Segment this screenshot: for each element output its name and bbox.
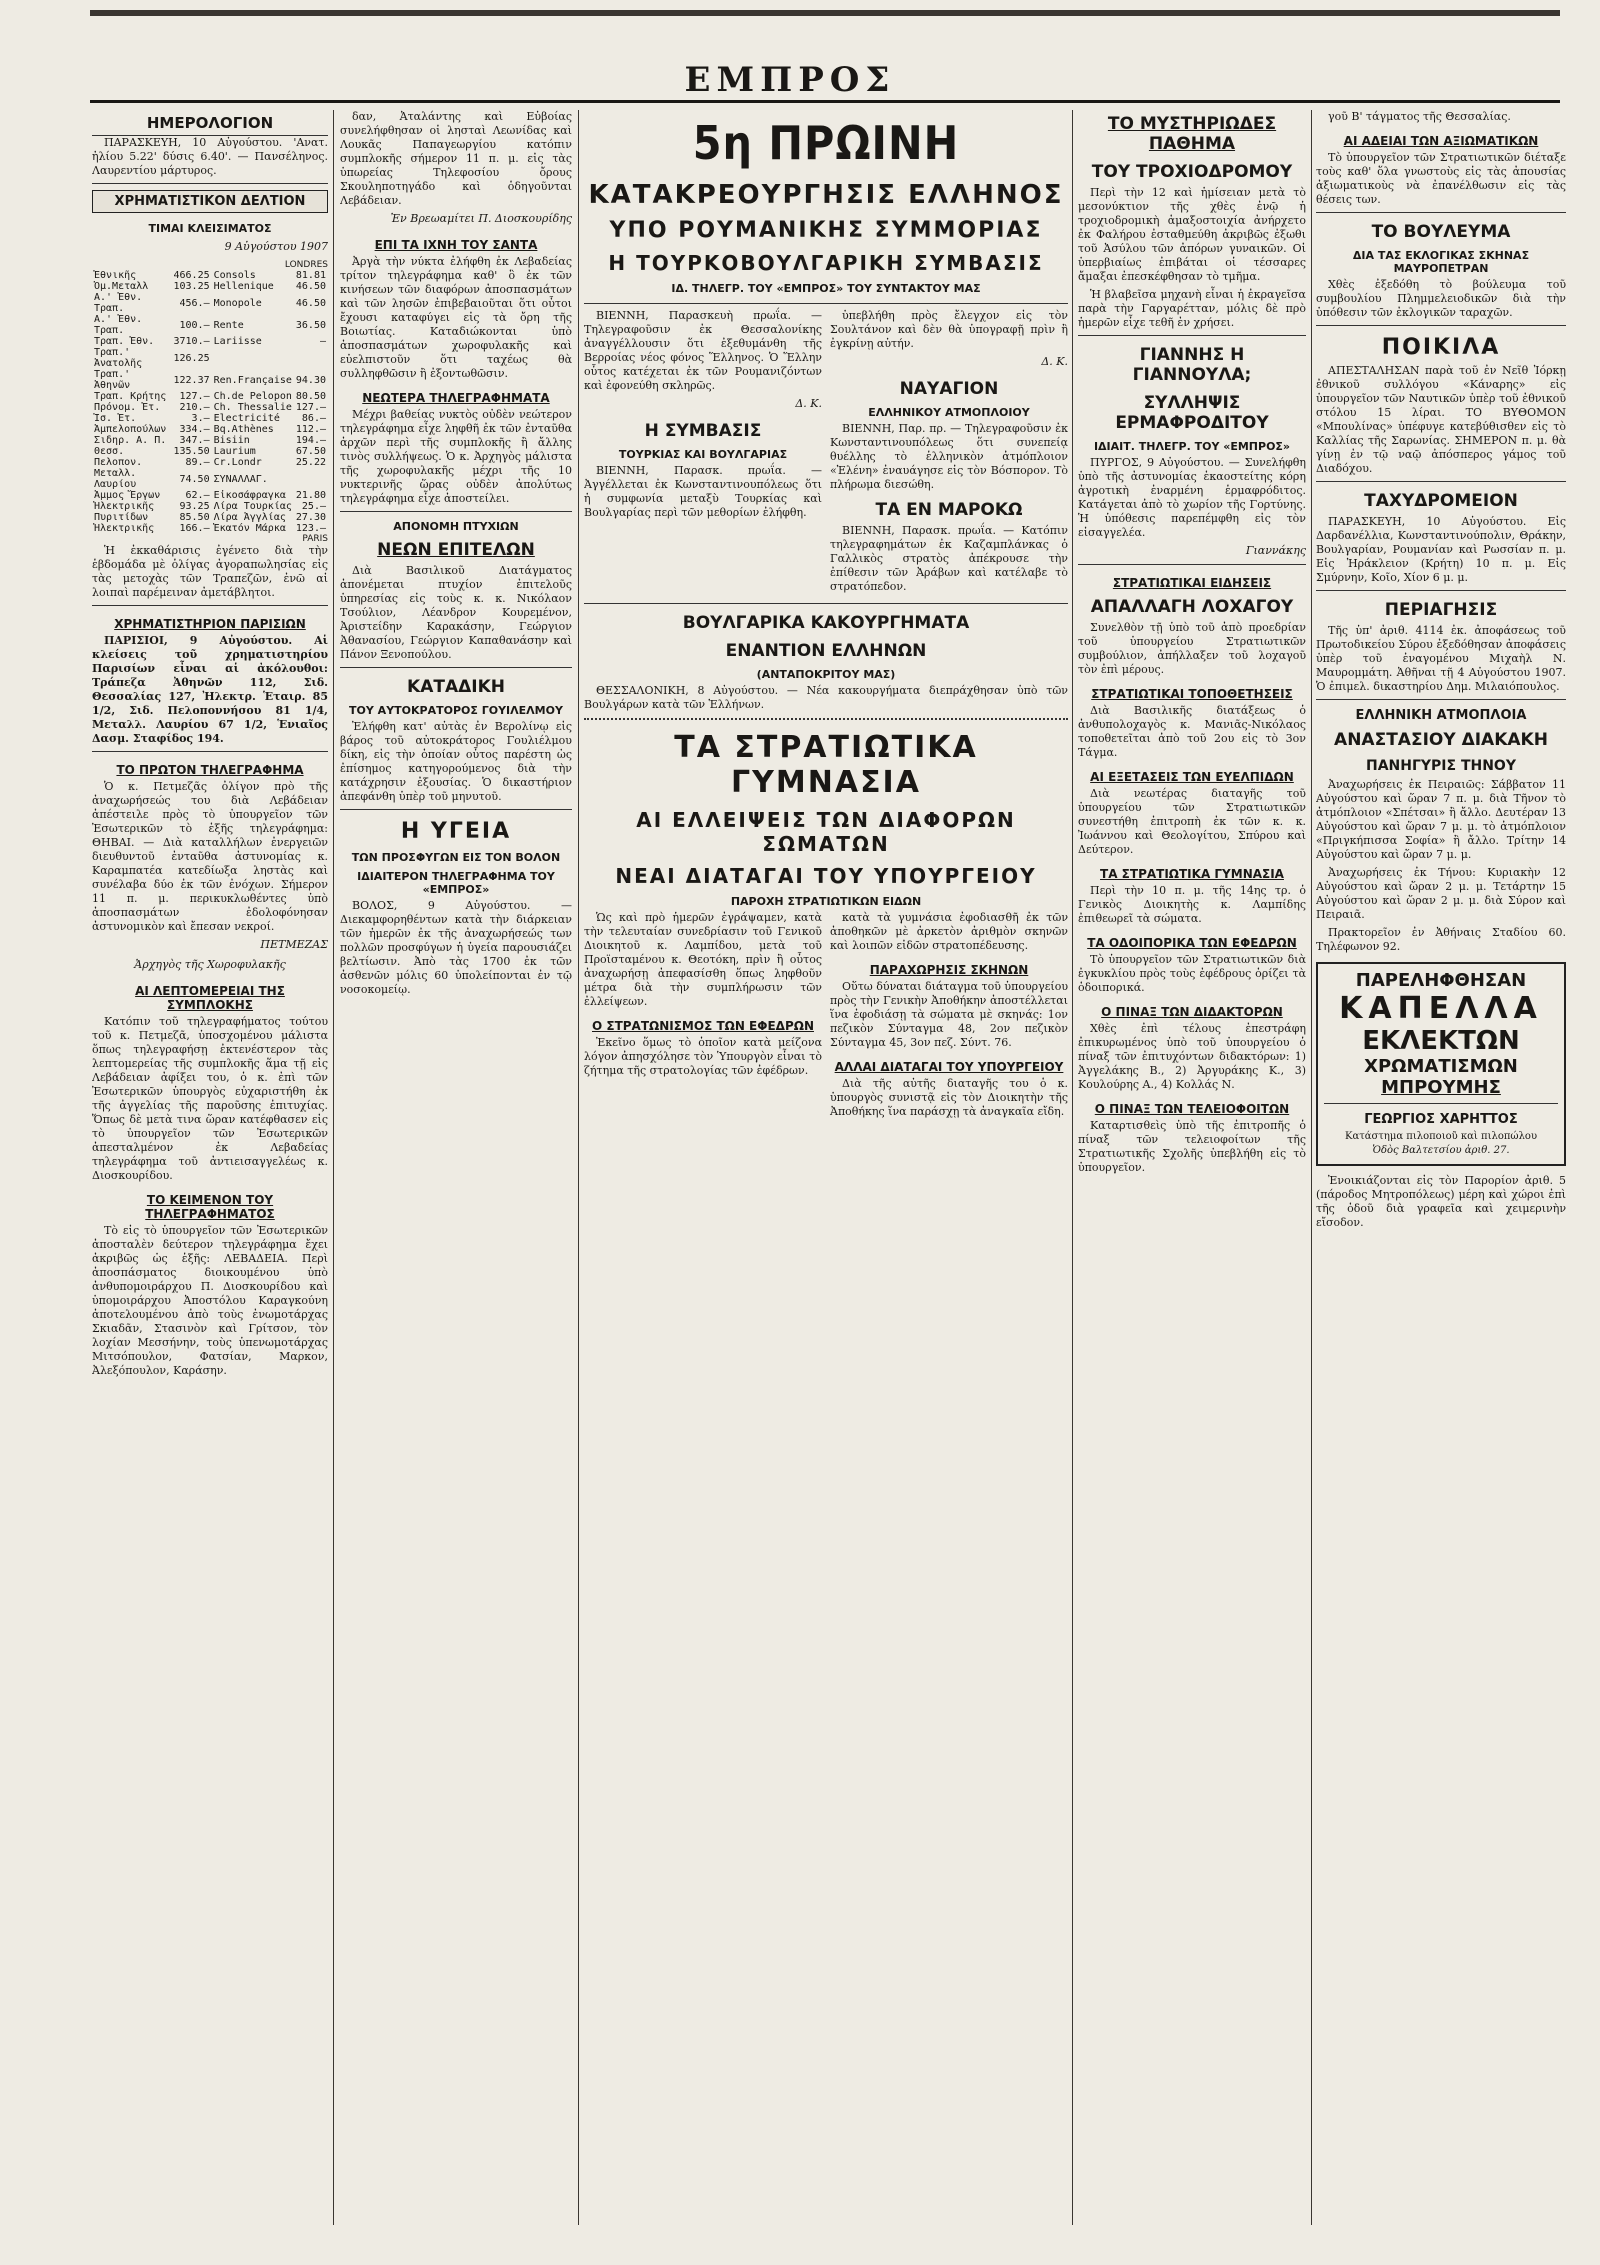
gym-stories-left xyxy=(584,911,822,1123)
price-cell: 103.25 xyxy=(173,281,210,292)
telegram-text-heading: ΤΟ ΚΕΙΜΕΝΟΝ ΤΟΥ ΤΗΛΕΓΡΑΦΗΜΑΤΟΣ xyxy=(145,1193,275,1221)
column-divider xyxy=(1311,110,1312,2225)
price-cell: 456.— xyxy=(179,297,210,309)
treaty-heading: Η ΣΥΜΒΑΣΙΣ xyxy=(644,421,762,441)
diplomas-subheading: ΝΕΩΝ ΕΠΙΤΕΛΩΝ xyxy=(377,540,535,560)
gym-text-1: Ὡς καὶ πρὸ ἡμερῶν ἐγράψαμεν, κατὰ τὴν τελευταίαν συνεδρίασιν τοῦ Γενικοῦ Διοικητοῦ κ. Λαμπίδου, μετὰ τοῦ Προϊσταμένου κ. Θεοτόκη, πρὶν ἢ οὗτος ἀναχωρήσῃ ἀπεφασίσθη ὅπως ληφθοῦν μέτρα διὰ τὴν συμπλήρωσιν τῶν ἐλλείψεων. xyxy=(584,911,822,1008)
calendar-text: ΠΑΡΑΣΚΕΥΗ, 10 Αὐγούστου. 'Ανατ. ἡλίου 5.22' δύσις 6.40'. — Πανσέληνος. Λαυρεντίου μάρτυρος. xyxy=(92,136,328,177)
orders-text: Διὰ τῆς αὐτῆς διαταγῆς του ὁ κ. ὑπουργὸς συνιστᾷ εἰς τὸν Διοικητὴν τῆς Ἀποθήκης ἵνα παράσχῃ τὰ ἀναγκαῖα εἴδη. xyxy=(830,1077,1068,1118)
hermaph-heading: ΓΙΑΝΝΗΣ Η ΓΙΑΝΝΟΥΛΑ; xyxy=(1132,345,1252,385)
price-row xyxy=(92,501,328,512)
ship-heading: ΝΑΥΑΓΙΟΝ xyxy=(899,379,999,399)
vienna-text-2: ὑπεβλήθη πρὸς ἔλεγχον εἰς τὸν Σουλτάνον καὶ δὲν θὰ ὑπογραφῇ πρὶν ἢ ἐγκρίνῃ αὐτήν. xyxy=(830,309,1068,350)
instructors-heading: Ο ΠΙΝΑΞ ΤΩΝ ΔΙΔΑΚΤΟΡΩΝ xyxy=(1101,1005,1283,1019)
price-cell: Ren.Française xyxy=(213,374,292,386)
price-cell: Ἡλεκτρικῆς xyxy=(94,501,155,512)
header-rule xyxy=(90,100,1560,103)
ship-subheading: ΕΛΛΗΝΙΚΟΥ ΑΤΜΟΠΛΟΙΟΥ xyxy=(868,406,1030,419)
price-cell: 86.— xyxy=(301,413,326,424)
divider xyxy=(92,751,328,752)
price-row xyxy=(92,523,328,534)
first-telegram-heading: ΤΟ ΠΡΩΤΟΝ ΤΗΛΕΓΡΑΦΗΜΑ xyxy=(116,763,304,777)
military-heading: ΣΤΡΑΤΙΩΤΙΚΑΙ ΕΙΔΗΣΕΙΣ xyxy=(1112,576,1272,590)
price-cell: 74.50 xyxy=(179,473,210,485)
price-cell: 123.— xyxy=(295,523,326,534)
price-cell: Α.' Ἐθν. Τραπ. xyxy=(94,292,143,314)
price-cell: Ἀμμος Ἔργων xyxy=(94,490,161,501)
misc-text: ΑΠΕΣΤΑΛΗΣΑΝ παρὰ τοῦ ἐν Νεῖθ Ἰόρκῃ ἐθνικοῦ συλλόγου «Κάναρης» εἰς ὑπουργεῖον τῶν Ναυτικῶν ὑπὲρ τοῦ ἐθνικοῦ στόλου 15 λίραι. ΤΟ ΒΥΘΟΜΟΝ «Μπουλίνας» ὑπέφυγε κατεβύθισθεν εἰς τὸ Καλλίας τῆς Σαρωνίας. ΣΗΜΕΡΟΝ π. μ. θὰ γίνῃ ἐν τῷ ναῷ ἀπόσπερος γάμος τοῦ Διαδόχου. xyxy=(1316,364,1566,475)
price-cell: 62.— xyxy=(185,490,210,501)
price-cell: 122.37 xyxy=(173,374,210,386)
divider xyxy=(1316,699,1566,700)
divider xyxy=(584,603,1068,604)
final-text: Ἐνοικιάζονται εἰς τὸν Παρορίον ἀριθ. 5 (πάροδος Μητροπόλεως) μέρη καὶ χώροι ἐπὶ τῆς ὁδοῦ διὰ γραφεῖα καὶ χειμερινὴν εἴσοδον. xyxy=(1316,1174,1566,1229)
details-text: Κατόπιν τοῦ τηλεγραφήματος τούτου τοῦ κ. Πετμεζᾶ, ὑποσχομένου μάλιστα ὅπως τηλεγραφήσῃ ἐκτενέστερον τὰς λεπτομερείας τῆς συμπλοκῆς ἅμα τῇ εἰς Λεβάδειαν ἀφίξει του, ὁ κ. ἐπὶ τῶν Ἐσωτερικῶν ὑπουργὸς εὐχαριστήθη ἐκ τῆς ἀγγελίας τῆς παροῦσης ἐπιτυχίας. Ὅπως δὲ μετὰ τινα ὥραν κατέφθασεν εἰς τὸ ὑπουργεῖον τῶν Ἐσωτερικῶν ἀπεσταλμένον ἐκ Λεβαδείας τηλεγράφημα τοῦ ἀντιεισαγγελέως κ. Διοσκουρίδου. xyxy=(92,1015,328,1182)
orders-heading: ΑΛΛΑΙ ΔΙΑΤΑΓΑΙ ΤΟΥ ΥΠΟΥΡΓΕΙΟΥ xyxy=(834,1060,1064,1074)
ship-text-2: Ἀναχωρήσεις ἐκ Τήνου: Κυριακὴν 12 Αὐγούστου καὶ ὥραν 2 μ. μ. Τετάρτην 15 Αὐγούστου καὶ ὥραν 2 μ. μ. διὰ Σύρον καὶ Πειραιᾶ. xyxy=(1316,866,1566,921)
leave-heading: ΑΙ ΑΔΕΙΑΙ ΤΩΝ ΑΞΙΩΜΑΤΙΚΩΝ xyxy=(1343,134,1539,148)
misc-heading: ΠΟΙΚΙΛΑ xyxy=(1381,335,1501,360)
telegrams-text: Μέχρι βαθείας νυκτὸς οὐδὲν νεώτερον τηλεγράφημα εἶχε ληφθῆ ἐκ τῶν ἐνταῦθα ἀρχῶν περὶ τῆς συμπλοκῆς ἢ ἄλλης τινὸς συλλήψεως. Ὁ κ. Ἀρχηγὸς μάλιστα τῆς χωροφυλακῆς μέχρι τῆς 10 νυκτερινῆς ὥρας οὐδὲν ἀπολύτως τηλεγράφημα εἶχε ἀποστείλει. xyxy=(340,408,572,505)
gym-subheading-3: ΠΑΡΟΧΗ ΣΤΡΑΤΙΩΤΙΚΩΝ ΕΙΔΩΝ xyxy=(730,895,922,908)
santa-heading: ΕΠΙ ΤΑ ΙΧΝΗ ΤΟΥ ΣΑΝΤΑ xyxy=(374,238,538,252)
price-row xyxy=(92,468,328,490)
price-row xyxy=(92,391,328,402)
price-row xyxy=(92,435,328,446)
paris-label: PARIS xyxy=(302,534,328,544)
gym-heading: ΤΑ ΣΤΡΑΤΙΩΤΙΚΑ ΓΥΜΝΑΣΙΑ xyxy=(1100,867,1284,881)
decree-heading: ΤΟ ΒΟΥΛΕΥΜΑ xyxy=(1371,222,1511,242)
price-row xyxy=(92,292,328,314)
judgement-text: Ἐλήφθη κατ' αὐτὰς ἐν Βερολίνῳ εἰς βάρος τοῦ αὐτοκράτορος Γουλιέλμου δίκη, εἰς τὴν ὁποίαν οὗτος παρέστη ὡς ἐπίσημος κατηγορούμενος διὰ τὴν κατάχρησιν ἐξουσίας. Ὁ δικαστήριον ἀπεφάνθη ὑπὲρ τοῦ μηνυτοῦ. xyxy=(340,720,572,803)
price-cell: Λίρα Τουρκίας xyxy=(213,501,292,512)
price-row xyxy=(92,512,328,523)
decree-subheading: ΔΙΑ ΤΑΣ ΕΚΛΟΓΙΚΑΣ ΣΚΗΝΑΣ ΜΑΥΡΟΠΕΤΡΑΝ xyxy=(1352,249,1530,275)
price-cell: Ch. Thessalie xyxy=(213,402,292,413)
price-cell: Ἑκατόν Μάρκα xyxy=(213,523,286,534)
divider xyxy=(584,718,1068,720)
price-cell xyxy=(294,347,328,369)
price-row xyxy=(92,424,328,435)
price-cell: Ἐθνικῆς xyxy=(94,270,137,281)
price-row xyxy=(92,446,328,457)
gym-subheading-1: ΑΙ ΕΛΛΕΙΨΕΙΣ ΤΩΝ ΔΙΑΦΟΡΩΝ ΣΩΜΑΤΩΝ xyxy=(636,808,1016,856)
price-cell: 126.25 xyxy=(173,352,210,364)
ship-agent: Πρακτορεῖον ἐν Ἀθήναις Σταδίου 60. Τηλέφωνον 92. xyxy=(1316,926,1566,953)
santa-text: Ἀργὰ τὴν νύκτα ἐλήφθη ἐκ Λεβαδείας τρίτον τηλεγράφημα καθ' ὃ ἐκ τῶν κινήσεων τῶν διαφόρων ἀποσπασμάτων καὶ τῶν λησῶν ἐπιβεβαιοῦται ὅτι οὗτοι ἔχουσι καταφύγει εἰς τὰ ὄρη τῆς Βοιωτίας. Καταδιώκονται ὑπὸ ἀποσπασμάτων χωροφυλακῆς καὶ εὐελπιστοῦν ὅτι ταχέως θὰ συλληφθῶσιν ἢ ἐξοντωθῶσιν. xyxy=(340,255,572,380)
ship-subheading: ΠΑΝΗΓΥΡΙΣ ΤΗΝΟΥ xyxy=(1366,758,1516,774)
divider xyxy=(1316,590,1566,591)
first-telegram-signature: ΠΕΤΜΕΖΑΣ xyxy=(260,938,328,951)
ship-text: ΒΙΕΝΝΗ, Παρ. πρ. — Τηλεγραφοῦσιν ἐκ Κωνσταντινουπόλεως ὅτι συνεπείᾳ θυέλλης τὸ ἑλληνικὸν ἀτμόπλοιον «Ἑλένη» ἐναυάγησε εἰς τὸν Βόσπορον. Τὸ πλήρωμα διεσώθη. xyxy=(830,422,1068,491)
closing-date: 9 Αὐγούστου 1907 xyxy=(224,240,328,253)
main-headline-2: ΥΠΟ ΡΟΥΜΑΝΙΚΗΣ ΣΥΜΜΟΡΙΑΣ xyxy=(609,218,1043,243)
first-telegram-text: Ὁ κ. Πετμεζᾶς ὀλίγον πρὸ τῆς ἀναχωρήσεώς του διὰ Λεβάδειαν ἀπέστειλε πρὸς τὸ ὑπουργεῖον τῶν Ἐσωτερικῶν τὸ ἑξῆς τηλεγράφημα: ΘΗΒΑΙ. — Διὰ καταλλήλων ἐνεργειῶν διευθυντοῦ ἐνταῦθα ἀστυνομίας κ. Καραμπατέα κατεδίωξα ληστὰς καὶ συνέλαβα δύο ἐκ τῶν ἐνόχων. Σήμερον 11 π. μ. περικυκλωθέντες ὑπὸ ἀποσπασμάτων ἐδολοφόνησαν ἀστυνομικὸν καὶ ἔπεσαν νεκροί. xyxy=(92,780,328,933)
ad-bold-line: ΕΚΛΕΚΤΩΝ xyxy=(1362,1026,1520,1056)
price-cell: Τραπ. Ἐθν. xyxy=(94,336,155,347)
signature: Δ. Κ. xyxy=(1041,355,1068,368)
decree-text: Χθὲς ἐξεδόθη τὸ βούλευμα τοῦ συμβουλίου Πλημμελειοδικῶν διὰ τὴν ὑπόθεσιν τῶν ἐκλογικῶν ταραχῶν. xyxy=(1316,278,1566,319)
top-stories-left xyxy=(584,309,822,598)
price-cell: 135.50 xyxy=(173,446,210,457)
price-cell: 46.50 xyxy=(295,281,326,292)
price-cell: Bisiin xyxy=(213,435,250,446)
price-cell: 127.— xyxy=(295,402,326,413)
paris-exchange-text: ΠΑΡΙΣΙΟΙ, 9 Αὐγούστου. Αἱ κλείσεις τοῦ χρηματιστηρίου Παρισίων εἶναι αἱ ἀκόλουθοι: Τράπεζα Ἀθηνῶν 112, Σιδ. Θεσσαλίας 127, Ἠλεκτρ. Ἑταιρ. 85 1/2, Σιδ. Πελοποννήσου 81 1/4, Μεταλλ. Λαυρίου 67 1/2, Ἑνιαῖος Δασμ. Σταφίδος 194. xyxy=(92,634,328,745)
price-cell: — xyxy=(319,336,326,347)
travel-heading: ΤΑ ΟΔΟΙΠΟΡΙΚΑ ΤΩΝ ΕΦΕΔΡΩΝ xyxy=(1087,936,1297,950)
graduates-text: Καταρτισθεὶς ὑπὸ τῆς ἐπιτροπῆς ὁ πίναξ τῶν τελειοφοίτων τῆς Στρατιωτικῆς Σχολῆς ὑπεβλήθη εἰς τὸ ὑπουργεῖον. xyxy=(1078,1119,1306,1174)
price-row xyxy=(92,402,328,413)
price-cell: Σιδηρ. Α. Π. xyxy=(94,435,167,446)
judgement-heading: ΚΑΤΑΔΙΚΗ xyxy=(407,677,505,697)
treaty-subheading: ΤΟΥΡΚΙΑΣ ΚΑΙ ΒΟΥΛΓΑΡΙΑΣ xyxy=(618,448,788,461)
crimes-subheading-2: (ΑΝΤΑΠΟΚΡΙΤΟΥ ΜΑΣ) xyxy=(756,668,896,681)
tour-text: Τῆς ὑπ' ἀριθ. 4114 ἐκ. ἀποφάσεως τοῦ Πρωτοδικείου Σύρου ἐξεδόθησαν ἀποφάσεις ὑπὲρ τοῦ ἐναγομένου Μιχαὴλ Ν. Μαυρομμάτη. Ἀθῆναι τῇ 4 Αὐγούστου 1907. Ὁ ἐπιμελ. δικαστηρίου Δημ. Μιλαιόπουλος. xyxy=(1316,624,1566,693)
travel-text: Τὸ ὑπουργεῖον τῶν Στρατιωτικῶν διὰ ἐγκυκλίου πρὸς τοὺς ἐφέδρους ὁρίζει τὰ ὁδοιπορικά. xyxy=(1078,953,1306,994)
exarch-text: Ἐκεῖνο ὅμως τὸ ὁποῖον κατὰ μείζονα λόγον ἀπησχόλησε τὸν Ὑπουργὸν εἶναι τὸ ζήτημα τῆς στρατολογίας τῶν ἐφέδρων. xyxy=(584,1036,822,1077)
price-cell: 127.— xyxy=(179,391,210,402)
details-heading: ΑΙ ΛΕΠΤΟΜΕΡΕΙΑΙ ΤΗΣ ΣΥΜΠΛΟΚΗΣ xyxy=(135,984,285,1012)
gym-stories xyxy=(584,911,1068,1123)
price-row xyxy=(92,490,328,501)
paris-exchange-heading: ΧΡΗΜΑΤΙΣΤΗΡΙΟΝ ΠΑΡΙΣΙΩΝ xyxy=(114,617,306,631)
price-row xyxy=(92,457,328,468)
price-cell: Πυριτίδων xyxy=(94,512,149,523)
diplomas-heading: ΑΠΟΝΟΜΗ ΠΤΥΧΙΩΝ xyxy=(393,520,519,533)
mystery-subheading: ΤΟΥ ΤΡΟΧΙΟΔΡΟΜΟΥ xyxy=(1091,162,1293,182)
military-subheading: ΑΠΑΛΛΑΓΗ ΛΟΧΑΓΟΥ xyxy=(1090,597,1294,617)
price-cell: Πρόνομ. Ἐτ. xyxy=(94,402,161,413)
price-cell: Εἰκοσάφραγκα xyxy=(213,490,286,501)
price-cell: Τραπ.' Ἀνατολῆς xyxy=(94,347,143,369)
crimes-text: ΘΕΣΣΑΛΟΝΙΚΗ, 8 Αὐγούστου. — Νέα κακουργήματα διεπράχθησαν ὑπὸ τῶν Βουλγάρων κατὰ τῶν Ἑλλήνων. xyxy=(584,684,1068,711)
price-cell: Ἀμπελοπούλων xyxy=(94,424,167,435)
price-cell: ΣΥΝΑΛΛΑΓ. xyxy=(213,473,268,485)
price-cell: Rente xyxy=(213,319,244,331)
price-cell: Lariisse xyxy=(213,336,262,347)
hermaph-subheading-2: ΙΔΙΑΙΤ. ΤΗΛΕΓΡ. ΤΟΥ «ΕΜΠΡΟΣ» xyxy=(1093,440,1291,453)
prices-header xyxy=(92,260,328,270)
ship-text: Ἀναχωρήσεις ἐκ Πειραιῶς: Σάββατον 11 Αὐγούστου καὶ ὥραν 7 π. μ. διὰ Τῆνον τὸ ἀτμόπλοιον «Σπέτσαι» ἢ ἄλλο. Δευτέραν 13 Αὐγούστου καὶ ὥραν 7 μ. μ. τὸ ἀτμόπλοιον «Πριγκήπισσα Σοφία» ἢ ἄλλο. Τρίτην 14 Αὐγούστου καὶ ὥραν 7 μ. μ. xyxy=(1316,778,1566,861)
leave-text: Τὸ ὑπουργεῖον τῶν Στρατιωτικῶν διέταξε τοὺς καθ' ὅλα γνωστοὺς εἰς τὰς ἀπουσίας ἀξιωματικοὺς νὰ ἐπανέλθωσιν εἰς τὰς θέσεις των. xyxy=(1316,151,1566,206)
ad-address: Ὁδὸς Βαλτετσίου ἀριθ. 27. xyxy=(1372,1145,1510,1156)
graduates-heading: Ο ΠΙΝΑΞ ΤΩΝ ΤΕΛΕΙΟΦΟΙΤΩΝ xyxy=(1094,1102,1290,1116)
vienna-text: ΒΙΕΝΝΗ, Παρασκευὴ πρωΐα. — Τηλεγραφοῦσιν ἐκ Θεσσαλονίκης ἀναγγέλλουσιν ὅτι ἐξεθυμάνθη τῆς Βερροίας νέος φόνος Ἕλληνος. Ὁ Ἕλλην οὗτος κατέχεται ἐκ τῶν Ρουμανιζόντων καὶ ἐφονεύθη σκληρῶς. xyxy=(584,309,822,392)
ad-bottom-line: ΜΠΡΟΥΜΗΣ xyxy=(1381,1077,1501,1098)
telegrams-heading: ΝΕΩΤΕΡΑ ΤΗΛΕΓΡΑΦΗΜΑΤΑ xyxy=(362,391,550,405)
price-cell xyxy=(212,347,294,369)
health-heading: Η ΥΓΕΙΑ xyxy=(400,819,512,844)
price-cell: 80.50 xyxy=(295,391,326,402)
closing-heading: ΤΙΜΑΙ ΚΛΕΙΣΙΜΑΤΟΣ xyxy=(148,222,272,235)
morocco-text: ΒΙΕΝΝΗ, Παρασκ. πρωΐα. — Κατόπιν τηλεγραφημάτων ἐκ Καζαμπλάνκας ὁ Γαλλικὸς στρατὸς ἀπέκρουσε τὴν ἐπίθεσιν τῶν Ἀράβων καὶ κατέλαβε τὸ στρατόπεδον. xyxy=(830,524,1068,593)
price-cell: Consols xyxy=(213,270,256,281)
telegram-text-body: Τὸ εἰς τὸ ὑπουργεῖον τῶν Ἐσωτερικῶν ἀποσταλὲν δεύτερον τηλεγράφημα ἔχει ἀκριβῶς ὡς ἑξῆς: ΛΕΒΑΔΕΙΑ. Περὶ ἀποσπάσματος διοικουμένου ὑπὸ ἀνθυπομοιράρχου Π. Διοσκουρίδου καὶ ὑπομοιράρχου Ἀποστόλου Καραγκούνη ἀποτελουμένου ἀπὸ τοὺς ἐνωμοτάρχας Σκιαδᾶν, Στασινὸν καὶ Γρίτσον, τὸν λοχίαν Μεσσήνην, τοὺς ὑπενωμοτάρχας Μιτσόπουλον, Φατσίαν, Μαρκον, Ἀλεξόπουλον, Καράσην. xyxy=(92,1224,328,1377)
health-text: ΒΟΛΟΣ, 9 Αὐγούστου. — Διεκαμφορηθέντων κατὰ τὴν διάρκειαν τῶν ἡμερῶν ἐκ τῆς ἀναχωρήσεώς των πολλῶν προσφύγων ἡ ὑγεία παρουσιάζει βελτίωσιν. Ἀπὸ τὰς 1700 ἐκ τῶν ἀσθενῶν μόλις 60 ὑπολείπονται ἐν τῷ νοσοκομείῳ. xyxy=(340,899,572,996)
column-2 xyxy=(340,110,572,2225)
special-wire: ΙΔ. ΤΗΛΕΓΡ. ΤΟΥ «ΕΜΠΡΟΣ» ΤΟΥ ΣΥΝΤΑΚΤΟΥ ΜΑΣ xyxy=(671,282,981,295)
military-text: Συνελθὸν τῇ ὑπὸ τοῦ ἀπὸ προεδρίαν τοῦ ὑπουργείου Στρατιωτικῶν συμβούλιον, ἀπήλλαξεν τοῦ λοχαγοῦ τὸν ἐπὶ μέρους. xyxy=(1078,621,1306,676)
ad-description: Κατάστημα πιλοποιοῦ καὶ πιλοπώλου xyxy=(1344,1131,1538,1142)
price-cell: 334.— xyxy=(179,424,210,435)
hat-advertisement xyxy=(1316,962,1566,1166)
price-cell: Cr.Londr xyxy=(213,457,262,468)
price-cell: 466.25 xyxy=(173,270,210,281)
price-cell: 21.80 xyxy=(295,490,326,501)
tour-heading: ΠΕΡΙΑΓΗΣΙΣ xyxy=(1384,600,1498,620)
price-cell: 25.— xyxy=(301,501,326,512)
price-cell: 3.— xyxy=(191,413,210,424)
calendar-heading: ΗΜΕΡΟΛΟΓΙΟΝ xyxy=(92,110,328,136)
divider xyxy=(1316,212,1566,213)
intro-signature: Ἐν Βρεωαμίτει Π. Διοσκουρίδης xyxy=(390,212,572,225)
price-cell: 100.— xyxy=(179,319,210,331)
price-cell: 347.— xyxy=(179,435,210,446)
column-divider xyxy=(578,110,579,2225)
divider xyxy=(1316,325,1566,326)
price-row xyxy=(92,314,328,336)
gym-subheading-2: ΝΕΑΙ ΔΙΑΤΑΓΑΙ ΤΟΥ ΥΠΟΥΡΓΕΙΟΥ xyxy=(615,864,1037,888)
mystery-text-2: Ἡ βλαβεῖσα μηχανὴ εἶναι ἡ ἐκραγεῖσα παρὰ τὴν Γαργαρέτταν, μόλις δὲ πρὸ ἡμερῶν εἶχε τεθῆ ἐν χρήσει. xyxy=(1078,288,1306,329)
hermaph-subheading: ΣΥΛΛΗΨΙΣ ΕΡΜΑΦΡΟΔΙΤΟΥ xyxy=(1115,393,1269,433)
signature: Δ. Κ. xyxy=(795,397,822,410)
post-heading: ΤΑΧΥΔΡΟΜΕΙΟΝ xyxy=(1364,491,1518,511)
price-cell: Ἠλεκτρικῆς xyxy=(94,523,155,534)
divider xyxy=(1316,481,1566,482)
price-cell: Α.' Ἐθν. Τραπ. xyxy=(94,314,143,336)
postings-heading: ΣΤΡΑΤΙΩΤΙΚΑΙ ΤΟΠΟΘΕΤΗΣΕΙΣ xyxy=(1091,687,1293,701)
price-cell: Ch.de Pelopon xyxy=(213,391,292,402)
gym-text: Περὶ τὴν 10 π. μ. τῆς 14ης τρ. ὁ Γενικὸς Διοικητὴς κ. Λαμπίδης ἐπιθεωρεῖ τὰ σώματα. xyxy=(1078,884,1306,925)
column-5 xyxy=(1316,110,1566,2225)
price-cell: Θεσσ. xyxy=(94,446,125,457)
price-cell: 89.— xyxy=(185,457,210,468)
divider xyxy=(92,605,328,606)
masthead-title: ΕΜΠΡΟΣ xyxy=(684,60,896,100)
exchange-heading: ΧΡΗΜΑΤΙΣΤΙΚΟΝ ΔΕΛΤΙΟΝ xyxy=(92,190,328,213)
divider xyxy=(584,303,1068,304)
price-cell: 210.— xyxy=(179,402,210,413)
london-label: LONDRES xyxy=(284,260,328,270)
prices-table xyxy=(92,270,328,534)
price-cell: 27.30 xyxy=(295,512,326,523)
divider xyxy=(1078,335,1306,336)
divider xyxy=(340,809,572,810)
price-cell: 46.50 xyxy=(295,297,326,309)
column-divider xyxy=(1072,110,1073,2225)
divider xyxy=(1324,1103,1558,1104)
price-cell: Μεταλλ. Λαυρίου xyxy=(94,468,137,490)
gym-stories-right xyxy=(830,911,1068,1123)
gym-heading: ΤΑ ΣΤΡΑΤΙΩΤΙΚΑ ΓΥΜΝΑΣΙΑ xyxy=(674,730,978,800)
ad-top-line: ΠΑΡΕΛΗΦΘΗΣΑΝ xyxy=(1355,970,1527,991)
postings-text: Διὰ Βασιλικῆς διατάξεως ὁ ἀνθυπολοχαγὸς κ. Μανιᾶς-Νικόλαος τοποθετεῖται ἀπὸ τοῦ 2ου εἰς τὸ 3ον Τάγμα. xyxy=(1078,704,1306,759)
health-subheading-2: ΙΔΙΑΙΤΕΡΟΝ ΤΗΛΕΓΡΑΦΗΜΑ ΤΟΥ «ΕΜΠΡΟΣ» xyxy=(357,870,555,896)
mystery-text: Περὶ τὴν 12 καὶ ἡμίσειαν μετὰ τὸ μεσονύκτιον τῆς χθὲς ἐνῷ ἡ τροχιοδρομικὴ ἁμαξοστοιχία ἀνήρχετο ἐκ Φαλήρου ἐσταθμεύθη ἀκριβῶς ἐξωθι τοῦ Ἀσύλου τῶν ἀπόρων γυναικῶν. Οἱ ὑπερβιαίως ἐπιβάται οἱ τέσσαρες ἄμαξαι ἐπεσκέφθησαν τὸ τμῆμα. xyxy=(1078,186,1306,283)
price-cell: 112.— xyxy=(295,424,326,435)
mystery-heading: ΤΟ ΜΥΣΤΗΡΙΩΔΕΣ ΠΑΘΗΜΑ xyxy=(1107,114,1277,154)
price-cell: 93.25 xyxy=(179,501,210,512)
price-cell: Ἰσ. Ἐτ. xyxy=(94,413,137,424)
top-stories-right xyxy=(830,309,1068,598)
exarch-heading: Ο ΣΤΡΑΤΩΝΙΣΜΟΣ ΤΩΝ ΕΦΕΔΡΩΝ xyxy=(592,1019,814,1033)
top-stories xyxy=(584,309,1068,598)
gym-text-2: κατὰ τὰ γυμνάσια ἐφοδιασθῆ ἐκ τῶν ἀποθηκῶν μὲ ἀρκετὸν ἀριθμὸν σκηνῶν καὶ λοιπῶν εἰδῶν στρατοπέδευσης. xyxy=(830,911,1068,952)
morocco-heading: ΤΑ ΕΝ ΜΑΡΟΚΩ xyxy=(875,500,1023,520)
top-text: γοῦ Β' τάγματος τῆς Θεσσαλίας. xyxy=(1328,110,1511,123)
ad-main-line: ΚΑΠΕΛΛΑ xyxy=(1339,991,1543,1026)
price-cell: Τραπ.' Ἀθηνῶν xyxy=(94,369,131,391)
crimes-subheading: ΕΝΑΝΤΙΟΝ ΕΛΛΗΝΩΝ xyxy=(725,641,927,661)
ad-merchant-name: ΓΕΩΡΓΙΟΣ ΧΑΡΗΤΤΟΣ xyxy=(1364,1112,1518,1127)
price-cell: Laurium xyxy=(213,446,256,457)
price-row xyxy=(92,369,328,391)
main-headline-3: Η ΤΟΥΡΚΟΒΟΥΛΓΑΡΙΚΗ ΣΥΜΒΑΣΙΣ xyxy=(608,251,1044,275)
ad-mid-line: ΧΡΩΜΑΤΙΣΜΩΝ xyxy=(1364,1056,1518,1077)
main-headline: ΚΑΤΑΚΡΕΟΥΡΓΗΣΙΣ ΕΛΛΗΝΟΣ xyxy=(588,180,1064,210)
price-cell: Bq.Athènes xyxy=(213,424,274,435)
intro-text: δαν, Ἀταλάντης καὶ Εὐβοίας συνελήφθησαν οἱ λησταὶ Λεωνίδας καὶ Λουκᾶς Παπαγεωργίου κατόπιν συμπλοκῆς σήμερον 11 π. μ. εἰς τὰς ὑπωρείας Τηλεφοσίου ὄρους Σκουληποτηγάδο καὶ ὁδηγοῦνται Λεβάδειαν. xyxy=(340,110,572,207)
edition-heading: 5η ΠΡΩΙΝΗ xyxy=(692,116,960,170)
price-cell: 166.— xyxy=(179,523,210,534)
price-cell: 25.22 xyxy=(295,457,326,468)
diplomas-text: Διὰ Βασιλικοῦ Διατάγματος ἀπονέμεται πτυχίον ἐπιτελοῦς ὑπηρεσίας εἰς τοὺς κ. κ. Νικόλαον Τσούλιον, Λέανδρον Κουρεμένον, Ἀριστείδην Καρακάσην, Γεώργιον Ἀθανασίου, Γεώργιον Καπαθανάσην καὶ Πάνον Ξενοπούλου. xyxy=(340,564,572,661)
divider xyxy=(340,667,572,668)
crimes-heading: ΒΟΥΛΓΑΡΙΚΑ ΚΑΚΟΥΡΓΗΜΑΤΑ xyxy=(682,613,970,633)
hermaph-signature: Γιαννάκης xyxy=(1245,544,1306,557)
judgement-subheading: ΤΟΥ ΑΥΤΟΚΡΑΤΟΡΟΣ ΓΟΥΙΛΕΛΜΟΥ xyxy=(349,704,563,717)
price-cell: Monopole xyxy=(213,297,262,309)
hermaph-text: ΠΥΡΓΟΣ, 9 Αὐγούστου. — Συνελήφθη ὑπὸ τῆς ἀστυνομίας ἑκαοστείτης κόρη ἀγροτικὴ ἐναρμένη ἑρμαφρόδιτος. Κατάγεται ἀπὸ τὸ χωρίον τῆς Γορτύνης. Ἡ ὑπόθεσις παρεπέμφθη εἰς τὸν εἰσαγγελέα. xyxy=(1078,456,1306,539)
price-cell: 36.50 xyxy=(295,319,326,331)
price-row xyxy=(92,347,328,369)
tents-text: Οὕτω δύναται διάταγμα τοῦ ὑπουργείου πρὸς τὴν Γενικὴν Ἀποθήκην ἀποστέλλεται ἵνα ἐφοδιάσῃ τὰ σώματα μὲ σκηνάς: 1ον πεζικὸν Σύνταγμα 48, 2ον πεζικὸν Σύνταγμα 45, 3ον πεζ. Σύντ. 76. xyxy=(830,980,1068,1049)
price-cell: Electricité xyxy=(213,413,280,424)
market-note: Ἡ ἐκκαθάρισις ἐγένετο διὰ τὴν ἑβδομάδα μὲ ὁλίγας ἀγοραπωλησίας εἰς τὰς μετοχὰς τῶν Τραπεζῶν, ἐνῶ αἱ λοιπαὶ παρέμειναν ἀμετάβλητοι. xyxy=(92,544,328,599)
price-cell: Hellenique xyxy=(213,281,274,292)
divider xyxy=(1078,564,1306,565)
masthead-rule xyxy=(90,10,1560,16)
instructors-text: Χθὲς ἐπὶ τέλους ἐπεστράφη ἐπικυρωμένος ὑπὸ τοῦ ὑπουργείου ὁ πίναξ τῶν ἐπιτυχόντων διδακτόρων: 1) Ἀγγελάκης Β., 2) Ἀργυράκης Κ., 3) Κουλούρης Α., 4) Κολλάς Ν. xyxy=(1078,1022,1306,1091)
price-cell: 3710.— xyxy=(173,336,210,347)
price-cell: Πελοπον. xyxy=(94,457,143,468)
post-text: ΠΑΡΑΣΚΕΥΗ, 10 Αὐγούστου. Εἰς Δαρδανέλλια, Κωνσταντινούπολιν, Θράκην, Βουλγαρίαν, Ρουμανίαν καὶ Ρωσσίαν π. μ. Εἰς Ἡράκλειον (Κρήτη) 10 π. μ. Εἰς Σμύρνην, Κοῖο, Χίον 6 μ. μ. xyxy=(1316,515,1566,584)
first-telegram-signature-title: Ἀρχηγὸς τῆς Χωροφυλακῆς xyxy=(134,958,286,971)
ship-heading: ΕΛΛΗΝΙΚΗ ΑΤΜΟΠΛΟΙΑ xyxy=(1355,708,1527,723)
column-3 xyxy=(584,110,1068,2225)
price-row xyxy=(92,270,328,281)
price-cell: 81.81 xyxy=(295,270,326,281)
tents-heading: ΠΑΡΑΧΩΡΗΣΙΣ ΣΚΗΝΩΝ xyxy=(869,963,1029,977)
health-subheading: ΤΩΝ ΠΡΟΣΦΥΓΩΝ ΕΙΣ ΤΟΝ ΒΟΛΟΝ xyxy=(351,851,561,864)
price-cell: 85.50 xyxy=(179,512,210,523)
price-cell: 67.50 xyxy=(295,446,326,457)
price-cell xyxy=(294,468,328,490)
price-cell: Τραπ. Κρήτης xyxy=(94,391,167,402)
price-cell: 94.30 xyxy=(295,374,326,386)
price-row xyxy=(92,336,328,347)
price-cell: Ὀμ.Μεταλλ xyxy=(94,281,149,292)
column-1 xyxy=(92,110,328,2225)
column-4 xyxy=(1078,110,1306,2225)
price-cell: Λίρα Ἀγγλίας xyxy=(213,512,286,523)
price-cell: 194.— xyxy=(295,435,326,446)
exams-heading: ΑΙ ΕΞΕΤΑΣΕΙΣ ΤΩΝ ΕΥΕΛΠΙΔΩΝ xyxy=(1090,770,1294,784)
divider xyxy=(340,511,572,512)
treaty-text: ΒΙΕΝΝΗ, Παρασκ. πρωΐα. — Ἀγγέλλεται ἐκ Κωνσταντινουπόλεως ὅτι ἡ συμφωνία μεταξὺ Τουρκίας καὶ Βουλγαρίας περὶ τῶν μεθορίων ἐλήφθη. xyxy=(584,464,822,519)
price-row xyxy=(92,413,328,424)
divider xyxy=(92,183,328,184)
price-row xyxy=(92,281,328,292)
column-divider xyxy=(333,110,334,2225)
ship-heading-2: ΑΝΑΣΤΑΣΙΟΥ ΔΙΑΚΑΚΗ xyxy=(1334,730,1548,750)
exams-text: Διὰ νεωτέρας διαταγῆς τοῦ ὑπουργείου τῶν Στρατιωτικῶν συνεστήθη ἐπιτροπὴ ἐκ τῶν κ. κ. Ἰωάννου καὶ Θεολογίτου, Σπύρου καὶ Δεύτερον. xyxy=(1078,787,1306,856)
